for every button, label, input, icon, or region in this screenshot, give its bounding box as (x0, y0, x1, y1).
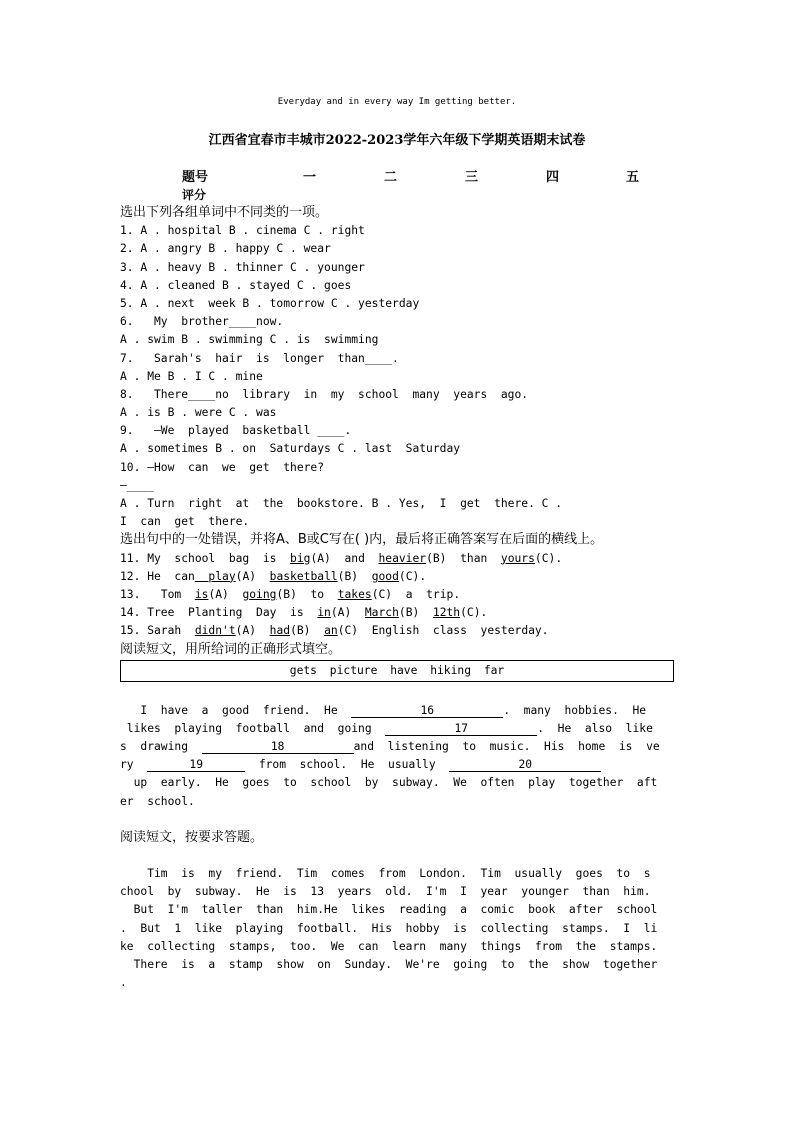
answer-blank-19[interactable]: 19 (147, 758, 245, 772)
score-table-header (180, 166, 650, 184)
passage-line: s drawing 18 and listening to music. His home is ve (120, 740, 660, 754)
question-line: 8. There____no library in my school many years ago. (120, 387, 529, 401)
passage-line: There is a stamp show on Sunday. We're going to the show together (120, 957, 658, 971)
section1-instruction: 选出下列各组单词中不同类的一项。 (120, 205, 329, 220)
section3-instruction: 阅读短文，用所给词的正确形式填空。 (120, 641, 342, 657)
error-question-12: 12. He can play(A) basketball(B) good(C). (120, 569, 427, 583)
error-question-14: 14. Tree Planting Day is in(A) March(B) 12th(C). (120, 606, 488, 620)
question-line: 1. A . hospital B . cinema C . right (120, 224, 365, 238)
error-question-13: 13. Tom is(A) going(B) to takes(C) a trip. (120, 587, 461, 601)
answer-blank-20[interactable]: 20 (449, 758, 601, 772)
question-options: I can get there. (120, 515, 250, 529)
passage-line: Tim is my friend. Tim comes from London. Tim usually goes to s (120, 867, 651, 880)
score-col-5: 五 (626, 170, 640, 185)
word-bank-box: gets picture have hiking far (120, 660, 674, 682)
question-line: 2. A . angry B . happy C . wear (120, 242, 331, 256)
error-question-15: 15. Sarah didn't(A) had(B) an(C) English class yesterday. (120, 624, 549, 638)
question-options: A . Turn right at the bookstore. B . Yes, I get there. C . (120, 497, 563, 510)
passage-line: likes playing football and going 17 . He also like (120, 721, 653, 735)
passage-line: up early. He goes to school by subway. We often play together aft (120, 776, 658, 790)
question-line: —____ (120, 478, 155, 492)
passage-line: . But 1 like playing football. His hobby is collecting stamps. I li (120, 921, 658, 935)
question-line: 9. —We played basketball ____. (120, 424, 352, 438)
passage-line: But I'm taller than him.He likes reading a comic book after school (120, 903, 658, 917)
passage-line: ke collecting stamps, too. We can learn many things from the stamps. (120, 939, 658, 953)
exam-content (120, 204, 680, 992)
reading-passage (120, 865, 672, 992)
question-line: 3. A . heavy B . thinner C . younger (120, 260, 365, 274)
question-options: A . swim B . swimming C . is swimming (120, 333, 379, 347)
passage-line: chool by subway. He is 13 years old. I'm I year younger than him. (120, 885, 651, 899)
answer-blank-18[interactable]: 18 (202, 740, 354, 754)
question-line: 6. My brother____now. (120, 315, 284, 329)
page-motto: Everyday and in every way Im getting better. (277, 97, 517, 107)
error-question-11: 11. My school bag is big(A) and heavier(B) than yours(C). (120, 551, 563, 565)
score-row-label: 评分 (182, 188, 207, 202)
question-line: 7. Sarah's hair is longer than____. (120, 351, 399, 365)
answer-blank-16[interactable]: 16 (351, 704, 503, 718)
passage-line: . (120, 976, 127, 990)
section2-instruction: 选出句中的一处错误，并将A、B或C写在( )内，最后将正确答案写在后面的横线上。 (120, 532, 604, 548)
question-options: A . is B . were C . was (120, 406, 277, 420)
passage-line: ry 19 from school. He usually 20 (120, 756, 672, 774)
answer-blank-17[interactable]: 17 (385, 722, 537, 736)
cloze-passage (120, 702, 672, 811)
score-col-4: 四 (546, 170, 560, 185)
score-col-3: 三 (465, 170, 479, 185)
question-line: 5. A . next week B . tomorrow C . yesterday (120, 296, 420, 310)
question-options: A . sometimes B . on Saturdays C . last Saturday (120, 442, 461, 456)
section4-instruction: 阅读短文，按要求答题。 (120, 829, 264, 845)
passage-line: I have a good friend. He 16 . many hobbies. He (120, 703, 647, 717)
question-line: 4. A . cleaned B . stayed C . goes (120, 278, 352, 292)
score-col-1: 一 (303, 170, 317, 185)
question-options: A . Me B . I C . mine (120, 369, 263, 383)
score-col-2: 二 (384, 170, 398, 185)
passage-line: er school. (120, 794, 195, 808)
page-title: 江西省宜春市丰城市2022-2023学年六年级下学期英语期末试卷 (208, 133, 586, 148)
score-header-label: 题号 (182, 170, 209, 185)
question-line: 10. —How can we get there? (120, 460, 325, 474)
